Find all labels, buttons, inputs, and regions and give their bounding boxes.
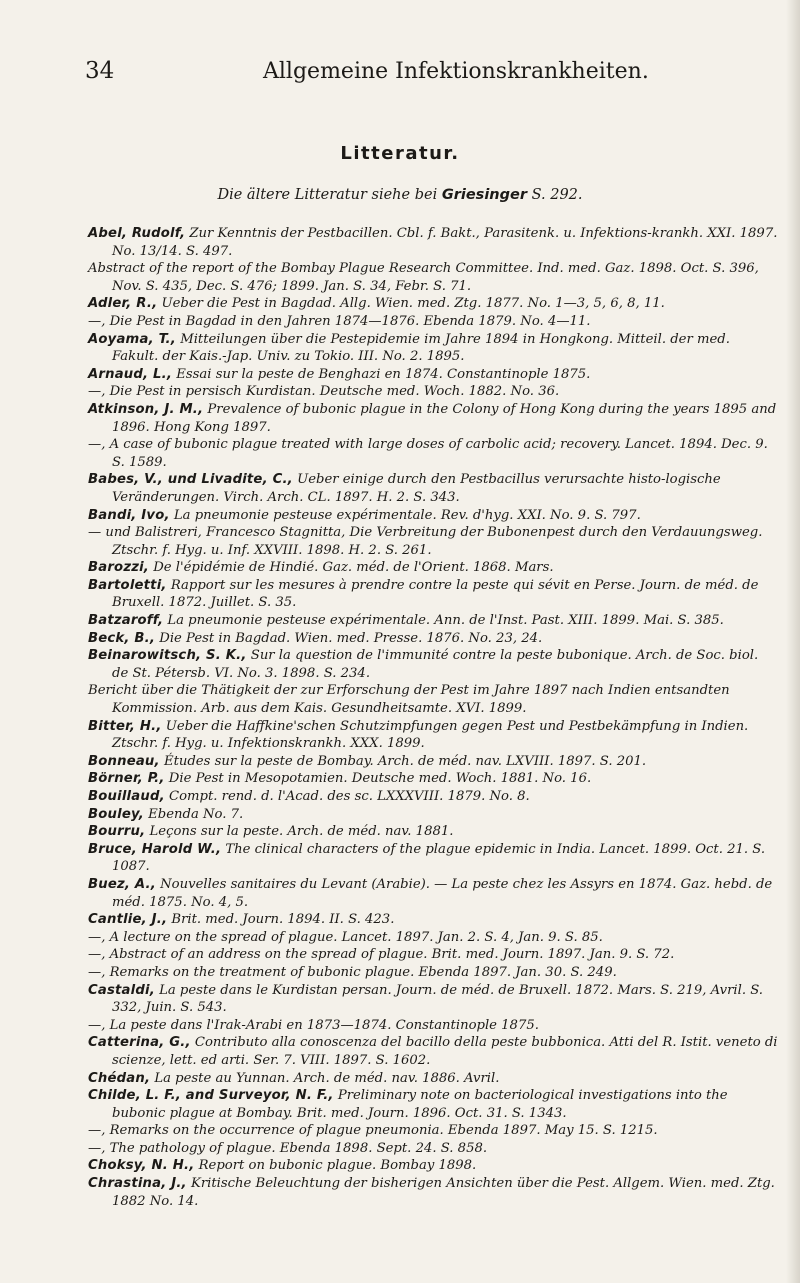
entry-author: Barozzi, [88, 560, 149, 576]
bibliography-list [88, 225, 778, 1210]
running-head: Allgemeine Infektionskrankheiten. [263, 59, 649, 84]
entry-text: Essai sur la peste de Benghazi en 1874. Constantinople 1875. [176, 366, 591, 382]
entry-text: The clinical characters of the plague epidemic in India. Lancet. 1899. Oct. 21. S. 1087. [112, 841, 766, 875]
entry-author: Adler, R., [88, 296, 158, 312]
bibliography-entry [88, 524, 778, 559]
bibliography-entry [88, 876, 778, 911]
entry-text: Zur Kenntnis der Pestbacillen. Cbl. f. Bakt., Parasitenk. u. Infektions-krankh. XXI. 1897. No. 13/14. S. 497. [112, 226, 778, 259]
entry-author: Buez, A., [88, 876, 156, 892]
entry-text: Ueber die Pest in Bagdad. Allg. Wien. med. Ztg. 1877. No. 1—3, 5, 6, 8, 11. [161, 296, 665, 312]
entry-author: Beck, B., [88, 630, 156, 646]
bibliography-entry [88, 770, 778, 788]
entry-author: Bruce, Harold W., [88, 841, 222, 857]
entry-text: Ueber die Haffkine'schen Schutzimpfungen gegen Pest und Pestbekämpfung in Indien. Ztschr. f. Hyg. u. Infektionskrankh. XXX. 1899. [112, 718, 749, 752]
bibliography-entry [88, 401, 778, 436]
page-header [85, 58, 775, 92]
bibliography-entry [88, 788, 778, 806]
entry-author: Bouillaud, [88, 789, 165, 804]
bibliography-entry [88, 1034, 778, 1069]
entry-text: Kritische Beleuchtung der bisherigen Ansichten über die Pest. Allgem. Wien. med. Ztg. 1882 No. 14. [112, 1176, 775, 1209]
entry-author: Bitter, H., [88, 718, 162, 734]
bibliography-entry [88, 647, 778, 682]
bibliography-entry [88, 1017, 778, 1035]
section-title: Litteratur. [340, 143, 460, 164]
bibliography-entry [88, 471, 778, 506]
entry-text: La pneumonie pesteuse expérimentale. Rev. d'hyg. XXI. No. 9. S. 797. [173, 507, 641, 523]
entry-text: Rapport sur les mesures à prendre contre la peste qui sévit en Perse. Journ. de méd. de Bruxell. 1872. Juillet. S. 35. [112, 577, 759, 611]
bibliography-entry [88, 295, 778, 313]
entry-text: Mitteilungen über die Pestepidemie im Jahre 1894 in Hongkong. Mitteil. der med. Fakult. der Kais.-Jap. Univ. zu Tokio. III. No. 2. 1895. [112, 331, 730, 365]
subtitle-text: Die ältere Litteratur siehe bei [217, 187, 438, 203]
entry-author: Arnaud, L., [88, 366, 173, 382]
entry-text: Leçons sur la peste. Arch. de méd. nav. 1881. [149, 824, 454, 840]
bibliography-entry [88, 559, 778, 577]
bibliography-entry [88, 383, 778, 401]
bibliography-entry [88, 1087, 778, 1122]
entry-author: Babes, V., und Livadite, C., [88, 472, 293, 488]
bibliography-entry [88, 1122, 778, 1140]
entry-text: Preliminary note on bacteriological investigations into the bubonic plague at Bombay. Brit. med. Journ. 1896. Oct. 31. S. 1343. [112, 1088, 728, 1121]
entry-text: Report on bubonic plague. Bombay 1898. [198, 1158, 477, 1174]
bibliography-entry [88, 225, 778, 260]
section-subtitle [0, 187, 800, 203]
bibliography-entry [88, 630, 778, 648]
bibliography-entry [88, 436, 778, 471]
entry-author: Catterina, G., [88, 1035, 191, 1051]
subtitle-author: Griesinger [441, 187, 527, 203]
entry-author: Batzaroff, [88, 613, 164, 629]
bibliography-entry [88, 718, 778, 753]
entry-text: Études sur la peste de Bombay. Arch. de méd. nav. LXVIII. 1897. S. 201. [163, 753, 647, 769]
entry-author: Chédan, [88, 1070, 151, 1086]
entry-author: Bouley, [88, 806, 144, 822]
entry-text: La peste dans le Kurdistan persan. Journ. de méd. de Bruxell. 1872. Mars. S. 219, Avril. S. 332, Juin. S. 543. [112, 982, 763, 1016]
entry-text: Ueber einige durch den Pestbacillus verursachte histo-logische Veränderungen. Virch. Arch. CL. 1897. H. 2. S. 343. [112, 472, 721, 505]
entry-text: — und Balistreri, Francesco Stagnitta, Die Verbreitung der Bubonenpest durch den Verdauungsweg. Ztschr. f. Hyg. u. Inf. XXVIII. 1898. H. 2. S. 261. [88, 525, 763, 558]
entry-text: Bericht über die Thätigkeit der zur Erforschung der Pest im Jahre 1897 nach Indien entsandten Kommission. Arb. aus dem Kais. Gesundheitsamte. XVI. 1899. [88, 683, 730, 717]
entry-text: Brit. med. Journ. 1894. II. S. 423. [171, 912, 395, 928]
entry-text: Die Pest in Mesopotamien. Deutsche med. Woch. 1881. No. 16. [168, 771, 592, 787]
entry-author: Bonneau, [88, 753, 160, 769]
entry-author: Castaldi, [88, 982, 155, 998]
bibliography-entry [88, 507, 778, 525]
bibliography-entry [88, 682, 778, 717]
entry-text: Abstract of the report of the Bombay Plague Research Committee. Ind. med. Gaz. 1898. Oct. S. 396, Nov. S. 435, Dec. S. 476; 1899. Jan. S. 34, Febr. S. 71. [88, 261, 759, 294]
entry-author: Beinarowitsch, S. K., [88, 648, 247, 664]
entry-text: —, Abstract of an address on the spread of plague. Brit. med. Journ. 1897. Jan. 9. S. 72. [88, 947, 675, 963]
entry-text: —, Die Pest in Bagdad in den Jahren 1874—1876. Ebenda 1879. No. 4—11. [88, 313, 591, 329]
entry-author: Abel, Rudolf, [88, 226, 186, 241]
entry-text: —, Remarks on the occurrence of plague pneumonia. Ebenda 1897. May 15. S. 1215. [88, 1123, 658, 1139]
bibliography-entry [88, 1157, 778, 1175]
entry-text: De l'épidémie de Hindié. Gaz. méd. de l'Orient. 1868. Mars. [153, 560, 554, 576]
entry-author: Aoyama, T., [88, 331, 176, 347]
bibliography-entry [88, 964, 778, 982]
bibliography-entry [88, 753, 778, 771]
bibliography-entry [88, 1140, 778, 1158]
bibliography-entry [88, 841, 778, 876]
entry-text: Prevalence of bubonic plague in the Colony of Hong Kong during the years 1895 and 1896. Hong Kong 1897. [112, 401, 777, 435]
entry-text: —, Remarks on the treatment of bubonic plague. Ebenda 1897. Jan. 30. S. 249. [88, 964, 617, 980]
entry-text: Compt. rend. d. l'Acad. des sc. LXXXVIII. 1879. No. 8. [169, 789, 530, 804]
entry-author: Childe, L. F., and Surveyor, N. F., [88, 1088, 334, 1104]
entry-author: Bandi, Ivo, [88, 507, 170, 523]
bibliography-entry [88, 806, 778, 824]
page-number: 34 [85, 58, 115, 84]
bibliography-entry [88, 331, 778, 366]
entry-text: Ebenda No. 7. [148, 806, 244, 822]
subtitle-ref: S. 292. [531, 187, 583, 203]
entry-author: Cantlie, J., [88, 912, 168, 928]
entry-text: —, The pathology of plague. Ebenda 1898. Sept. 24. S. 858. [88, 1140, 488, 1156]
entry-text: La peste au Yunnan. Arch. de méd. nav. 1886. Avril. [154, 1070, 500, 1086]
entry-author: Chrastina, J., [88, 1176, 187, 1192]
entry-author: Atkinson, J. M., [88, 401, 204, 417]
entry-author: Choksy, N. H., [88, 1158, 195, 1174]
bibliography-entry [88, 313, 778, 331]
bibliography-entry [88, 946, 778, 964]
bibliography-entry [88, 823, 778, 841]
bibliography-entry [88, 982, 778, 1017]
entry-text: —, A case of bubonic plague treated with large doses of carbolic acid; recovery. Lancet. 1894. Dec. 9. S. 1589. [88, 437, 768, 470]
bibliography-entry [88, 612, 778, 630]
entry-text: Die Pest in Bagdad. Wien. med. Presse. 1876. No. 23, 24. [159, 630, 543, 646]
entry-text: Nouvelles sanitaires du Levant (Arabie). — La peste chez les Assyrs en 1874. Gaz. hebd. de méd. 1875. No. 4, 5. [112, 876, 773, 910]
bibliography-entry [88, 1175, 778, 1210]
bibliography-entry [88, 911, 778, 929]
bibliography-entry [88, 929, 778, 947]
bibliography-entry [88, 366, 778, 384]
entry-author: Börner, P., [88, 771, 165, 787]
entry-author: Bourru, [88, 824, 146, 840]
entry-text: —, A lecture on the spread of plague. Lancet. 1897. Jan. 2. S. 4, Jan. 9. S. 85. [88, 929, 603, 945]
entry-text: —, Die Pest in persisch Kurdistan. Deutsche med. Woch. 1882. No. 36. [88, 384, 560, 400]
bibliography-entry [88, 577, 778, 612]
bibliography-entry [88, 260, 778, 295]
entry-text: Contributo alla conoscenza del bacillo della peste bubbonica. Atti del R. Istit. veneto di scienze, lett. ed arti. Ser. 7. VIII. 1897. S. 1602. [112, 1035, 778, 1068]
entry-author: Bartoletti, [88, 577, 167, 593]
entry-text: Sur la question de l'immunité contre la peste bubonique. Arch. de Soc. biol. de St. Pétersb. VI. No. 3. 1898. S. 234. [112, 648, 759, 681]
bibliography-entry [88, 1070, 778, 1088]
entry-text: La pneumonie pesteuse expérimentale. Ann. de l'Inst. Past. XIII. 1899. Mai. S. 385. [167, 613, 724, 629]
page-edge-shadow [786, 0, 800, 1283]
entry-text: —, La peste dans l'Irak-Arabi en 1873—1874. Constantinople 1875. [88, 1017, 539, 1033]
